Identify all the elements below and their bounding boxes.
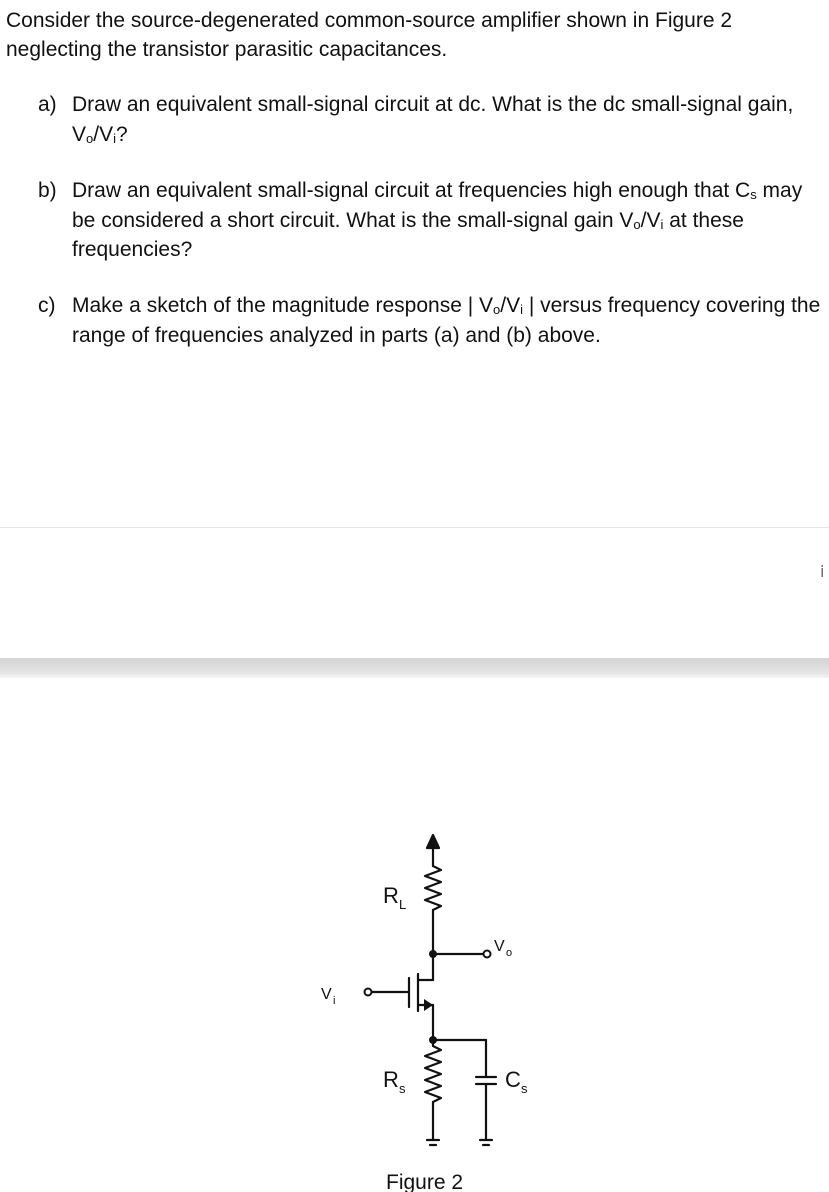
vo-terminal — [484, 951, 491, 958]
question-b-label: b) — [38, 179, 57, 202]
question-c-text: Make a sketch of the magnitude response | $V_o/V_i$ | versus frequency covering the range of frequencies analyzed in parts (a) and (b) above. — [72, 294, 821, 347]
divider-line — [0, 527, 829, 528]
figure-2 — [0, 800, 829, 1192]
edge-glyph: i — [820, 562, 825, 581]
vi-terminal — [365, 989, 372, 996]
rs-label-sub: s — [399, 1081, 406, 1096]
divider-band — [0, 658, 829, 678]
cs-label-sub: s — [521, 1081, 528, 1096]
vo-label-main: V — [494, 938, 505, 955]
question-a-label: a) — [38, 93, 57, 116]
rs-label-main: R — [383, 1067, 399, 1092]
vo-label-sub: o — [506, 947, 513, 959]
vi-label-main: V — [321, 986, 332, 1003]
vi-label-sub: i — [333, 995, 336, 1007]
source-arrow-icon — [424, 999, 433, 1011]
rs-resistor — [425, 1040, 441, 1102]
figure-caption: Figure 2 — [386, 1171, 464, 1192]
problem-intro: Consider the source-degenerated common-source amplifier shown in Figure 2 neglecting the transistor parasitic capacitances. — [6, 9, 733, 61]
rl-label-main: R — [383, 883, 399, 908]
rl-label-sub: L — [399, 897, 407, 912]
cs-label-main: C — [505, 1067, 521, 1092]
source-node-dot — [429, 1036, 437, 1044]
question-b-text: Draw an equivalent small-signal circuit at frequencies high enough that $C_s$ may be considered a short circuit. What is the small-signal gain $V_o/V_i$ at these frequencies? — [72, 179, 803, 261]
circuit-diagram — [0, 800, 829, 1192]
supply-arrow-icon — [427, 835, 439, 848]
rl-resistor — [425, 866, 441, 910]
question-a-text: Draw an equivalent small-signal circuit at dc. What is the dc small-signal gain, $V_o/V_i$? — [72, 93, 794, 146]
drain-node-dot — [429, 950, 437, 958]
question-c-label: c) — [38, 294, 56, 317]
